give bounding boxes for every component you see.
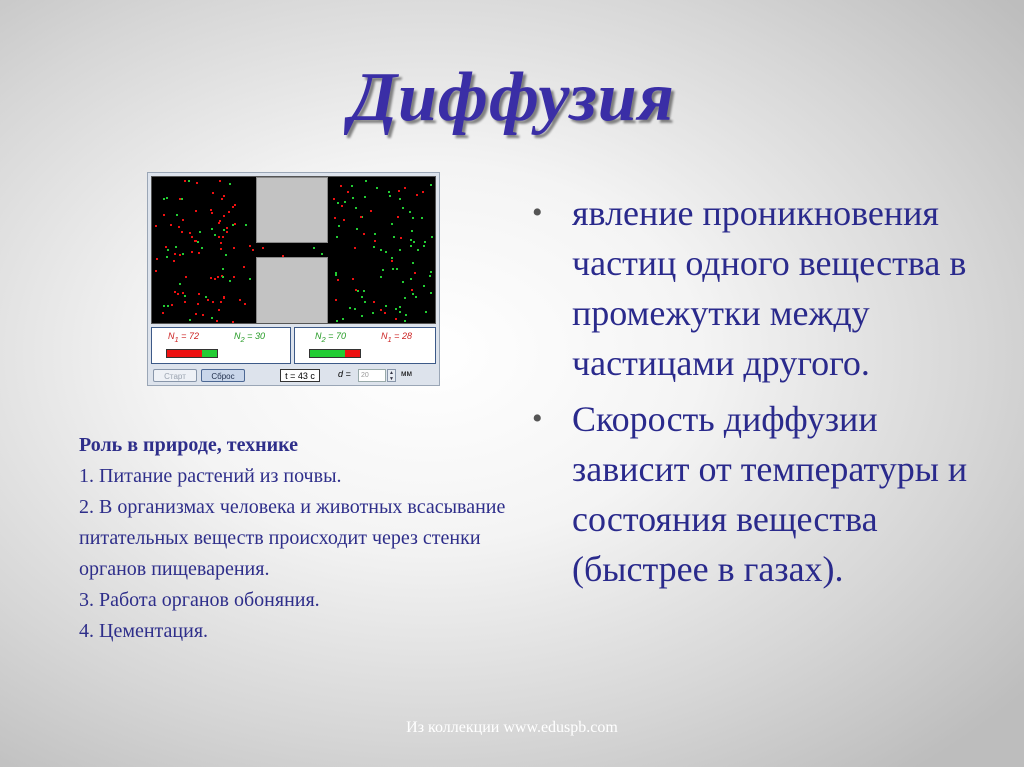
particle-dot [182,292,184,294]
distance-unit: мм [401,369,412,378]
particle-dot [156,258,158,260]
particle-dot [176,214,178,216]
start-button[interactable]: Старт [153,369,197,382]
bullet-text: явление проникновения частиц одного вещества в промежутки между частицами другого. [572,193,967,383]
particle-dot [380,276,382,278]
particle-dot [195,210,197,212]
distance-label: d = [338,369,351,379]
particle-dot [178,226,180,228]
particle-dot [229,280,231,282]
right-ratio-bar [309,349,361,358]
particle-dot [191,236,193,238]
particle-dot [219,180,221,182]
particle-dot [333,198,335,200]
bullet-definition [528,188,978,388]
particle-dot [218,309,220,311]
particle-dot [223,229,225,231]
particle-dot [395,318,397,320]
particle-dot [356,228,358,230]
particle-dot [225,254,227,256]
diffusion-simulator [147,172,440,386]
particle-dot [182,253,184,255]
particle-dot [226,227,228,229]
right-n2-counter: $N_2 = 70$ [315,331,346,344]
particle-dot [396,268,398,270]
particle-dot [422,191,424,193]
particle-dot [373,246,375,248]
particle-dot [175,246,177,248]
particle-dot [343,219,345,221]
particle-dot [217,276,219,278]
particle-dot [380,249,382,251]
particle-dot [222,268,224,270]
particle-dot [334,217,336,219]
particle-dot [212,301,214,303]
bullet-speed [528,394,978,594]
particle-dot [173,260,175,262]
particle-dot [410,239,412,241]
particle-dot [181,198,183,200]
particle-dot [340,185,342,187]
particle-dot [404,320,406,322]
particle-dot [414,272,416,274]
particle-dot [397,216,399,218]
particle-dot [198,252,200,254]
particle-dot [197,241,199,243]
particle-dot [430,271,432,273]
left-bar-green [202,350,217,357]
particle-dot [392,268,394,270]
distance-input[interactable]: 20 [358,369,386,382]
particle-dot [223,296,225,298]
particle-dot [199,231,201,233]
particle-dot [389,195,391,197]
particle-dot [219,220,221,222]
particle-dot [313,247,315,249]
particle-dot [233,276,235,278]
particle-dot [211,212,213,214]
particle-dot [360,216,362,218]
particle-dot [424,241,426,243]
particle-dot [399,311,401,313]
particle-dot [232,206,234,208]
particle-dot [416,194,418,196]
particle-dot [155,225,157,227]
particle-dot [252,249,254,251]
particle-dot [402,207,404,209]
particle-dot [355,289,357,291]
left-bar-red [167,350,202,357]
particle-dot [354,308,356,310]
particle-dot [430,184,432,186]
particle-dot [214,234,216,236]
roles-item: 4. Цементация. [79,620,209,642]
particle-dot [361,296,363,298]
particle-dot [410,245,412,247]
particle-dot [404,297,406,299]
particle-dot [218,222,220,224]
particle-dot [363,290,365,292]
left-ratio-bar [166,349,218,358]
particle-dot [410,278,412,280]
particle-dot [220,242,222,244]
particle-dot [409,211,411,213]
particle-dot [228,211,230,213]
barrier-top [256,177,328,243]
roles-block [79,430,509,647]
particle-dot [201,247,203,249]
particle-dot [211,317,213,319]
particle-dot [211,228,213,230]
particle-dot [181,231,183,233]
particle-dot [341,205,343,207]
particle-dot [400,237,402,239]
particle-dot [212,192,214,194]
particle-dot [411,230,413,232]
particle-dot [198,293,200,295]
particle-dot [380,309,382,311]
particle-dot [411,289,413,291]
particle-dot [412,293,414,295]
particle-dot [207,299,209,301]
particle-dot [165,246,167,248]
particle-dot [214,278,216,280]
particle-dot [363,233,365,235]
particle-dot [243,266,245,268]
particle-dot [196,182,198,184]
particle-dot [184,180,186,182]
particle-dot [184,295,186,297]
particle-dot [338,225,340,227]
particle-dot [373,301,375,303]
bullet-dot-icon: • [532,402,543,435]
particle-dot [365,180,367,182]
particle-dot [234,223,236,225]
particle-dot [188,180,190,182]
particle-dot [391,223,393,225]
particle-dot [385,251,387,253]
particle-dot [364,301,366,303]
particle-dot [177,293,179,295]
particle-dot [417,249,419,251]
particle-dot [352,197,354,199]
slide-title: Диффузия [349,59,675,136]
particle-dot [182,219,184,221]
particle-dot [405,314,407,316]
left-n2-counter: $N_2 = 30$ [234,331,265,344]
particle-dot [335,274,337,276]
particle-dot [239,299,241,301]
particle-dot [384,312,386,314]
particle-dot [415,296,417,298]
particle-dot [382,269,384,271]
right-bar-red [345,350,360,357]
particle-dot [197,303,199,305]
particle-dot [393,236,395,238]
bullet-dot-icon: • [532,196,543,229]
particle-dot [399,198,401,200]
particle-dot [413,241,415,243]
right-stats-panel [294,327,436,364]
particle-dot [189,232,191,234]
particle-dot [337,202,339,204]
particle-dot [364,196,366,198]
particle-dot [374,240,376,242]
particle-dot [342,318,344,320]
right-n1-counter: $N_1 = 28$ [381,331,412,344]
particle-dot [361,315,363,317]
particle-dot [210,209,212,211]
particle-dot [223,195,225,197]
particle-dot [321,253,323,255]
particle-dot [395,308,397,310]
particle-dot [399,249,401,251]
particle-dot [282,255,284,257]
left-n1-counter: $N_1 = 72$ [168,331,199,344]
particle-dot [222,236,224,238]
particle-dot [232,224,234,226]
roles-item: 1. Питание растений из почвы. [79,465,342,487]
particle-dot [220,248,222,250]
particle-dot [423,245,425,247]
roles-item: 2. В организмах человека и животных всасывание питательных веществ происходит через стенки органов пищеварения. [79,496,506,580]
particle-dot [205,296,207,298]
particle-dot [357,290,359,292]
roles-item: 3. Работа органов обоняния. [79,589,320,611]
barrier-bottom [256,257,328,324]
bullet-text: Скорость диффузии зависит от температуры и состояния вещества (быстрее в газах). [572,399,968,589]
particle-dot [404,187,406,189]
particle-dot [412,262,414,264]
particle-dot [234,204,236,206]
particle-dot [218,236,220,238]
particle-dot [349,307,351,309]
distance-spinner[interactable]: ▲ ▼ [387,369,396,382]
particle-dot [202,314,204,316]
particle-dot [163,214,165,216]
particle-dot [174,253,176,255]
particle-dot [423,285,425,287]
particle-dot [179,283,181,285]
particle-dot [163,305,165,307]
particle-dot [191,251,193,253]
particle-dot [425,311,427,313]
particle-dot [249,278,251,280]
footer-credit: Из коллекции www.eduspb.com [406,719,618,736]
particle-dot [352,278,354,280]
particle-dot [155,270,157,272]
particle-dot [388,191,390,193]
particle-dot [184,301,186,303]
particle-dot [166,256,168,258]
particle-dot [167,305,169,307]
particle-dot [355,207,357,209]
particle-dot [372,312,374,314]
particle-dot [221,198,223,200]
particle-dot [336,236,338,238]
particle-dot [171,304,173,306]
roles-title: Роль в природе, технике [79,434,299,456]
particle-dot [351,185,353,187]
particle-dot [412,217,414,219]
particle-dot [166,197,168,199]
particle-dot [347,191,349,193]
particle-dot [249,245,251,247]
particle-dot [335,299,337,301]
reset-button[interactable]: Сброс [201,369,245,382]
particle-dot [337,279,339,281]
particle-dot [336,320,338,322]
particle-dot [262,247,264,249]
particle-dot [399,306,401,308]
right-bar-green [310,350,345,357]
particle-dot [233,247,235,249]
particle-dot [226,231,228,233]
particle-dot [244,303,246,305]
particle-dot [232,321,234,323]
particle-dot [195,313,197,315]
particle-dot [376,187,378,189]
particle-dot [402,281,404,283]
particle-dot [189,319,191,321]
particle-dot [431,236,433,238]
particle-dot [216,320,218,322]
particle-dot [185,276,187,278]
particle-dot [429,275,431,277]
time-readout: t = 43 с [280,369,320,382]
particle-dot [421,217,423,219]
left-stats-panel [151,327,291,364]
particle-dot [179,254,181,256]
particle-dot [354,247,356,249]
particle-dot [223,215,225,217]
simulator-controls [148,366,439,386]
particle-dot [220,301,222,303]
particle-dot [430,292,432,294]
particle-dot [210,277,212,279]
definition-list [528,188,978,600]
particle-dot [229,183,231,185]
particle-dot [344,201,346,203]
particle-dot [391,260,393,262]
particle-dot [167,249,169,251]
particle-dot [162,312,164,314]
particle-dot [370,210,372,212]
particle-dot [385,305,387,307]
particle-dot [245,224,247,226]
particle-dot [170,224,172,226]
particle-dot [398,190,400,192]
particle-field [151,176,436,324]
particle-dot [374,233,376,235]
particle-dot [222,276,224,278]
